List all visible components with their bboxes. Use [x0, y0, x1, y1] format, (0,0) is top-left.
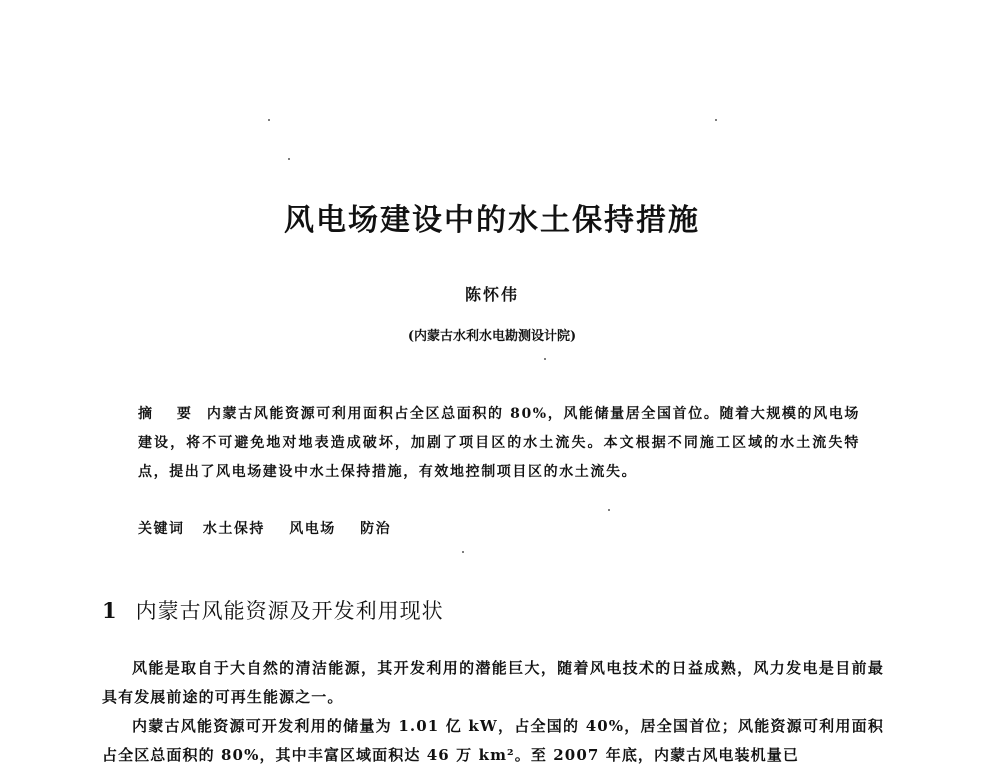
section-number: 1 — [102, 598, 118, 623]
scan-speck — [715, 119, 717, 121]
author-name: 陈怀伟 — [464, 285, 519, 304]
scan-speck — [608, 509, 610, 511]
scan-speck — [462, 551, 464, 553]
keyword: 风电场 — [289, 521, 336, 537]
abstract-label: 摘 要 — [138, 406, 201, 422]
paper-title: 风电场建设中的水土保持措施 — [284, 203, 700, 238]
scan-speck — [268, 119, 270, 121]
body-paragraph: 风能是取自于大自然的清洁能源，其开发利用的潜能巨大，随着风电技术的日益成熟，风力发电是目前最具有发展前途的可再生能源之一。 — [102, 659, 884, 706]
keyword: 水土保持 — [202, 521, 265, 537]
abstract-text: 内蒙古风能资源可利用面积占全区总面积的 80%，风能储量居全国首位。随着大规模的风电场建设，将不可避免地对地表造成破坏，加剧了项目区的水土流失。本文根据不同施工区域的水土流失特点，提出了风电场建设中水土保持措施，有效地控制项目区的水土流失。 — [138, 406, 860, 480]
author-affiliation: (内蒙古水利水电勘测设计院) — [407, 329, 577, 344]
section-title: 内蒙古风能资源及开发利用现状 — [135, 599, 444, 623]
body-paragraph: 内蒙古风能资源可开发利用的储量为 1.01 亿 kW，占全国的 40%，居全国首位；风能资源可利用面积占全区总面积的 80%，其中丰富区域面积达 46 万 km²。至 2007 年底，内蒙古风电装机量已 — [102, 717, 884, 764]
abstract — [138, 400, 860, 487]
keyword: 防治 — [360, 521, 392, 537]
scan-speck — [288, 158, 290, 160]
section-heading — [102, 596, 444, 626]
scan-speck — [544, 358, 546, 360]
keywords-label: 关键词 — [138, 521, 185, 537]
body-text — [102, 654, 884, 770]
keywords — [138, 515, 409, 544]
